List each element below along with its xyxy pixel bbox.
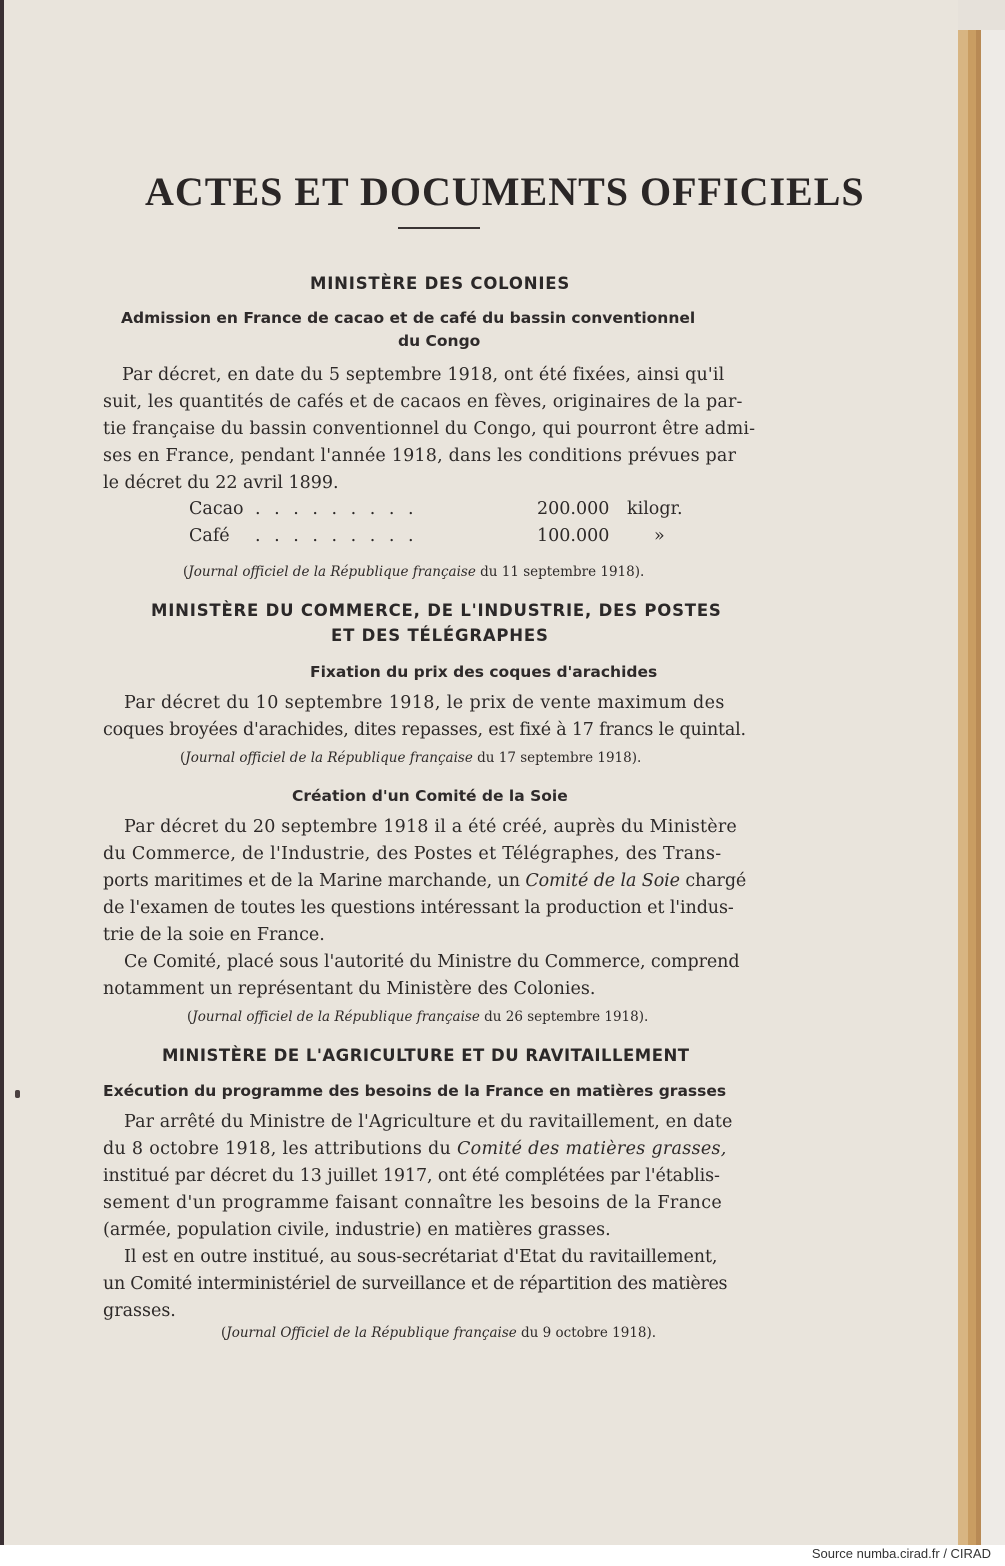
text-run: ports maritimes et de la Marine marchande, un	[103, 871, 526, 891]
section-subheading: Fixation du prix des coques d'arachides	[310, 663, 658, 681]
text-run: chargé	[679, 871, 747, 891]
book-edge	[958, 30, 968, 1545]
paragraph-line: notamment un représentant du Ministère des Colonies.	[103, 979, 596, 999]
publication-name: Journal officiel de la République française	[192, 1009, 480, 1025]
citation-paren: (	[221, 1325, 227, 1341]
section-heading: ET DES TÉLÉGRAPHES	[331, 626, 549, 645]
table-cell-unit: »	[654, 526, 665, 546]
title-divider	[398, 227, 480, 229]
paragraph-line: grasses.	[103, 1301, 176, 1321]
margin-mark	[15, 1090, 20, 1098]
paragraph-line: du Commerce, de l'Industrie, des Postes et Télégraphes, des Trans-	[103, 844, 722, 864]
paragraph-line: tie française du bassin conventionnel du Congo, qui pourront être admi-	[103, 419, 756, 439]
journal-citation	[221, 1325, 656, 1341]
table-cell-name: Cacao	[189, 499, 244, 519]
paragraph-line: sement d'un programme faisant connaître les besoins de la France	[103, 1193, 723, 1213]
citation-paren: (	[183, 564, 189, 580]
page-title: ACTES ET DOCUMENTS OFFICIELS	[145, 169, 865, 214]
citation-paren: (	[180, 750, 186, 766]
paragraph-line	[103, 1139, 727, 1159]
paragraph-line: de l'examen de toutes les questions intéressant la production et l'indus-	[103, 898, 734, 918]
paragraph-line: Il est en outre institué, au sous-secrétariat d'Etat du ravitaillement,	[124, 1247, 718, 1267]
paragraph-line: Par décret du 10 septembre 1918, le prix de vente maximum des	[124, 693, 725, 713]
section-subheading: Admission en France de cacao et de café du bassin conventionnel	[121, 309, 696, 327]
section-subheading: du Congo	[398, 332, 481, 350]
section-heading: MINISTÈRE DES COLONIES	[310, 274, 571, 293]
citation-date: du 9 octobre 1918).	[516, 1325, 657, 1341]
table-leader-dots: . . . . . . . . .	[255, 499, 418, 519]
table-cell-name: Café	[189, 526, 230, 546]
paragraph-line: Ce Comité, placé sous l'autorité du Ministre du Commerce, comprend	[124, 952, 740, 972]
journal-citation	[180, 750, 641, 766]
paragraph-line: Par décret, en date du 5 septembre 1918, ont été fixées, ainsi qu'il	[122, 365, 725, 385]
source-credit: Source numba.cirad.fr / CIRAD	[811, 1546, 991, 1561]
table-leader-dots: . . . . . . . . .	[255, 526, 418, 546]
citation-date: du 26 septembre 1918).	[479, 1009, 649, 1025]
table-cell-unit: kilogr.	[627, 499, 683, 519]
paragraph-line: Par arrêté du Ministre de l'Agriculture et du ravitaillement, en date	[124, 1112, 733, 1132]
book-edge	[968, 30, 976, 1545]
section-subheading: Création d'un Comité de la Soie	[292, 787, 568, 805]
paragraph-line: (armée, population civile, industrie) en matières grasses.	[103, 1220, 611, 1240]
section-heading: MINISTÈRE DE L'AGRICULTURE ET DU RAVITAILLEMENT	[162, 1046, 690, 1065]
citation-date: du 17 septembre 1918).	[472, 750, 642, 766]
publication-name: Journal officiel de la République française	[185, 750, 473, 766]
paragraph-line	[103, 871, 746, 891]
paragraph-line: le décret du 22 avril 1899.	[103, 473, 339, 493]
table-cell-quantity: 200.000	[537, 499, 610, 519]
publication-name: Journal Officiel de la République française	[226, 1325, 517, 1341]
text-run-italic: Comité de la Soie	[525, 871, 680, 891]
paragraph-line: Par décret du 20 septembre 1918 il a été créé, auprès du Ministère	[124, 817, 737, 837]
text-run: du 8 octobre 1918, les attributions du	[103, 1139, 457, 1159]
paragraph-line: trie de la soie en France.	[103, 925, 325, 945]
paragraph-line: institué par décret du 13 juillet 1917, ont été complétées par l'établis-	[103, 1166, 720, 1186]
citation-paren: (	[187, 1009, 193, 1025]
journal-citation	[183, 564, 644, 580]
text-run-italic: Comité des matières grasses,	[456, 1139, 727, 1159]
book-edge	[981, 30, 1005, 1545]
paragraph-line: suit, les quantités de cafés et de cacaos en fèves, originaires de la par-	[103, 392, 743, 412]
paragraph-line: un Comité interministériel de surveillance et de répartition des matières	[103, 1274, 728, 1294]
section-heading: MINISTÈRE DU COMMERCE, DE L'INDUSTRIE, DES POSTES	[151, 601, 722, 620]
section-subheading: Exécution du programme des besoins de la France en matières grasses	[103, 1082, 727, 1100]
table-cell-quantity: 100.000	[537, 526, 610, 546]
paragraph-line: ses en France, pendant l'année 1918, dans les conditions prévues par	[103, 446, 737, 466]
journal-citation	[187, 1009, 648, 1025]
paragraph-line: coques broyées d'arachides, dites repasses, est fixé à 17 francs le quintal.	[103, 720, 746, 740]
citation-date: du 11 septembre 1918).	[475, 564, 645, 580]
publication-name: Journal officiel de la République française	[188, 564, 476, 580]
